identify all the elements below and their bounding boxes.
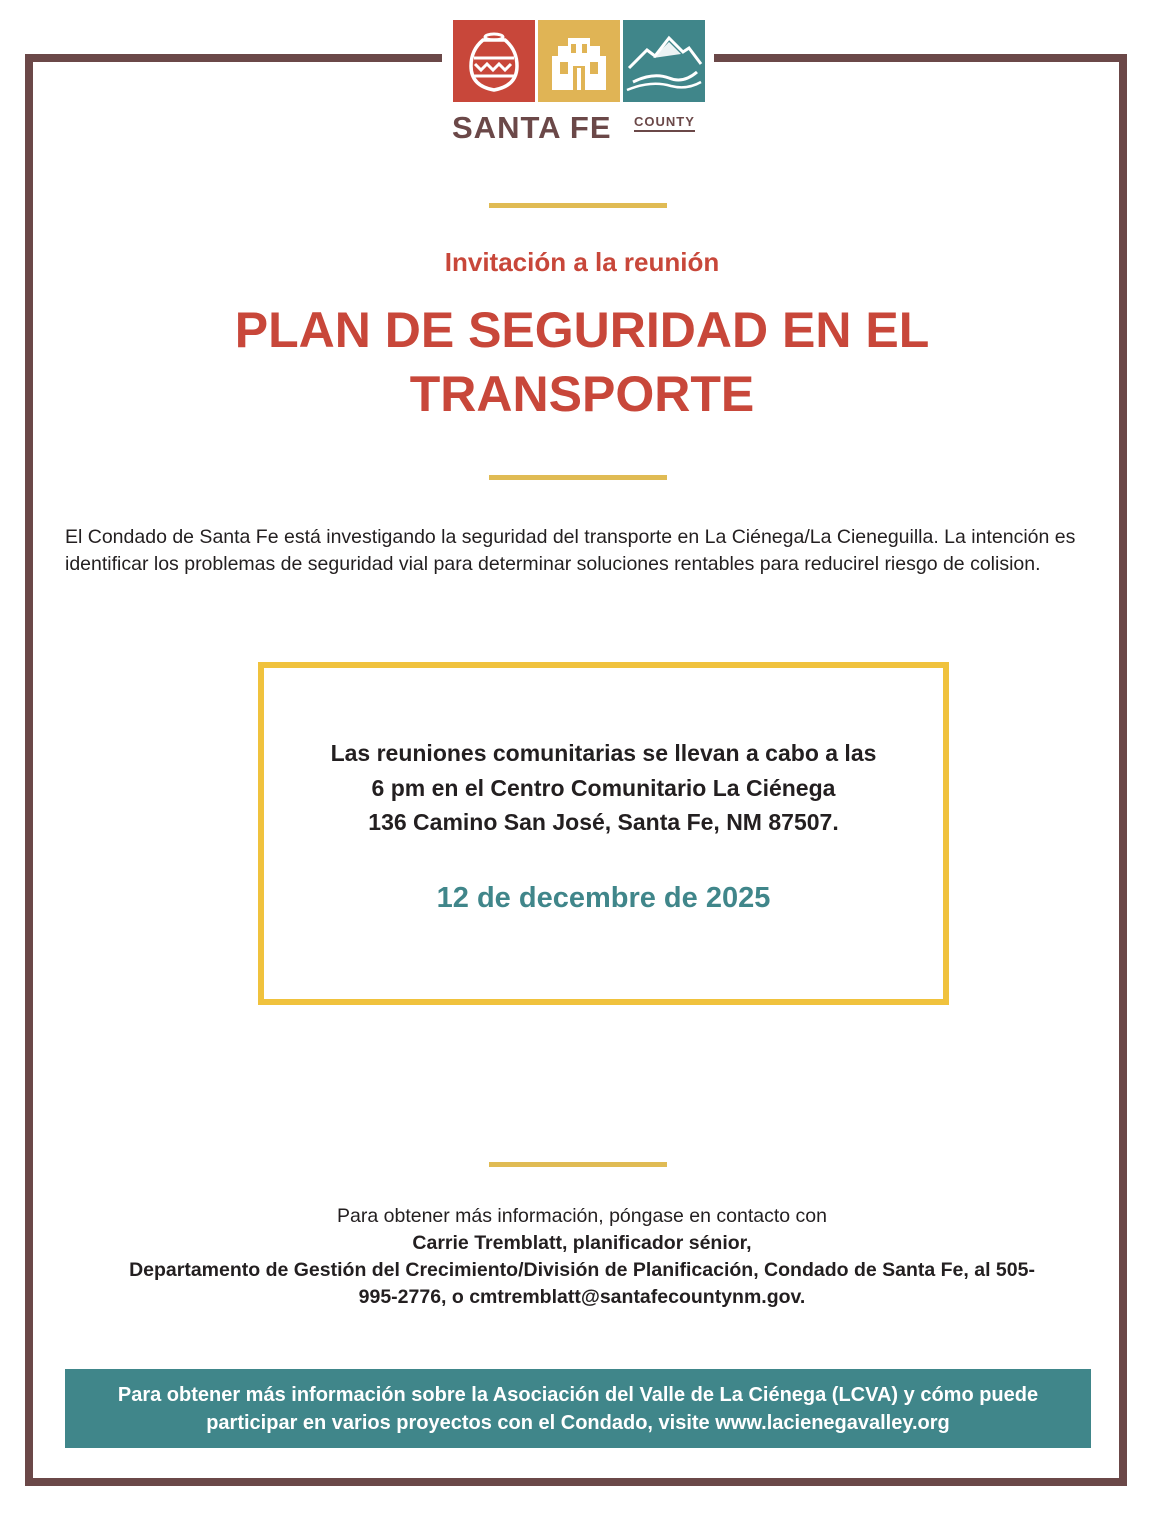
logo-name: SANTA FE xyxy=(452,110,612,145)
lcva-banner-text: Para obtener más información sobre la Asociación del Valle de La Ciénega (LCVA) y cómo puede participar en varios proyectos con el Condado, visite www.lacienegavalley.org xyxy=(117,1383,1039,1434)
mountains-river-icon xyxy=(623,20,705,102)
meeting-address: 136 Camino San José, Santa Fe, NM 87507. xyxy=(368,809,839,835)
adobe-building-icon xyxy=(538,20,620,102)
page-title: PLAN DE SEGURIDAD EN EL TRANSPORTE xyxy=(234,302,930,422)
contact-lead: Para obtener más información, póngase en contacto con xyxy=(337,1205,827,1227)
meeting-date: 12 de decembre de 2025 xyxy=(436,882,771,914)
santa-fe-county-logo xyxy=(442,10,714,145)
contact-block xyxy=(110,1203,1054,1311)
contact-details: Departamento de Gestión del Crecimiento/División de Planificación, Condado de Santa Fe, al 505-995-2776, o cmtremblatt@santafecountynm.gov. xyxy=(129,1259,1035,1308)
divider-title xyxy=(489,475,667,480)
lcva-banner xyxy=(65,1369,1091,1448)
meeting-box xyxy=(258,662,949,1005)
logo-county: COUNTY xyxy=(634,114,695,132)
meeting-line-1: Las reuniones comunitarias se llevan a cabo a las xyxy=(330,740,877,766)
meeting-line-2: 6 pm en el Centro Comunitario La Ciénega xyxy=(371,774,836,801)
invitation-heading: Invitación a la reunión xyxy=(444,247,720,277)
meeting-details xyxy=(264,736,943,840)
divider-top xyxy=(489,203,667,208)
pottery-icon xyxy=(453,20,535,102)
divider-contact xyxy=(489,1162,667,1167)
intro-paragraph: El Condado de Santa Fe está investigando la seguridad del transporte en La Ciénega/La Cieneguilla. La intención es identificar los problemas de seguridad vial para determinar soluciones rentables para reducirel riesgo de colision. xyxy=(65,526,1076,575)
contact-person: Carrie Tremblatt, planificador sénior, xyxy=(412,1232,752,1254)
